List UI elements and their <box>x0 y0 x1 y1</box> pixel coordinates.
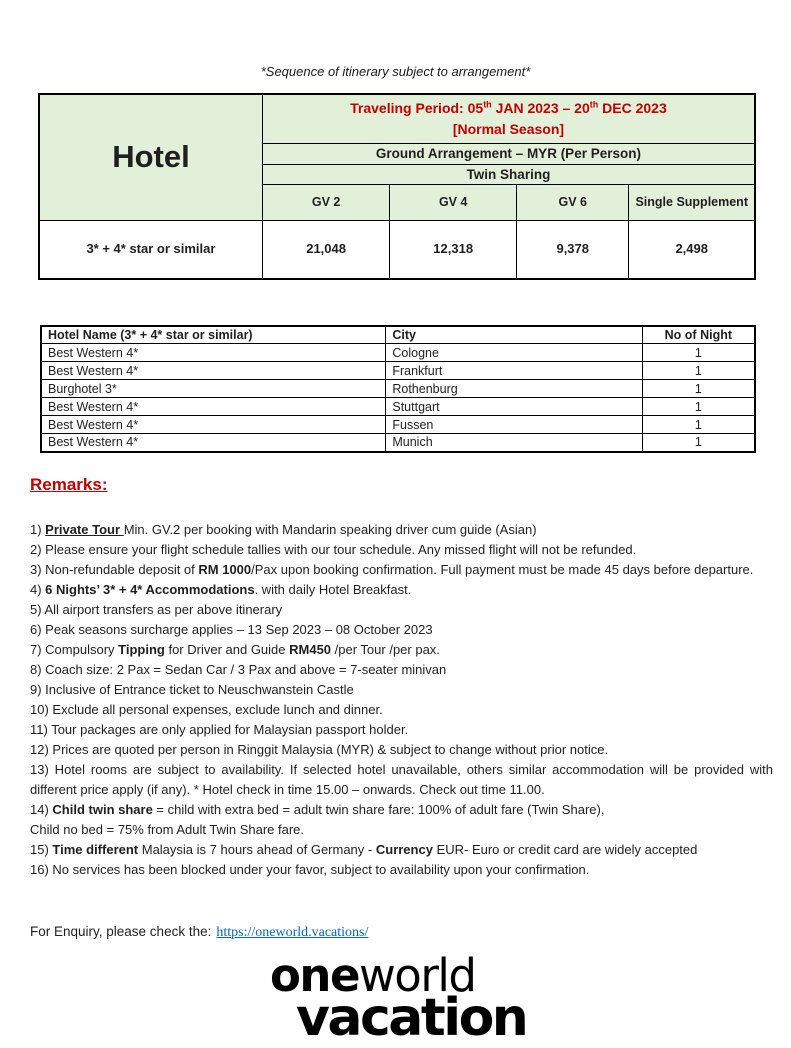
city-cell: Frankfurt <box>386 362 642 380</box>
nights-cell: 1 <box>642 416 755 434</box>
remark-text-segment: Child no bed = 75% from Adult Twin Share fare. <box>30 821 305 837</box>
table-row <box>41 434 755 452</box>
nights-cell: 1 <box>642 434 755 452</box>
remark-text-segment: 6 Nights’ 3* + 4* Accommodations <box>45 581 255 597</box>
price-row <box>39 221 755 279</box>
enquiry-link[interactable]: https://oneworld.vacations/ <box>216 924 369 940</box>
remark-text-segment: 9) Inclusive of Entrance ticket to Neuschwanstein Castle <box>30 681 354 697</box>
column-header-single-supplement: Single Supplement <box>629 185 755 221</box>
season-label: [Normal Season] <box>452 120 565 137</box>
nights-cell: 1 <box>642 362 755 380</box>
remark-text-segment: 12) Prices are quoted per person in Ringgit Malaysia (MYR) & subject to change without prior notice. <box>30 741 609 757</box>
enquiry-label: For Enquiry, please check the: <box>30 923 212 939</box>
remark-text-segment: = child with extra bed = adult twin share fare: 100% of adult fare (Twin Share), <box>152 801 605 817</box>
traveling-period-text: Traveling Period: 05th JAN 2023 – 20th DEC 2023 <box>350 99 667 117</box>
price-value-single-supplement: 2,498 <box>629 221 755 279</box>
column-header-gv4: GV 4 <box>390 185 517 221</box>
hotel-name-cell: Best Western 4* <box>41 362 386 380</box>
itinerary-note: *Sequence of itinerary subject to arrangement* <box>260 64 531 79</box>
remark-text-segment: 13) Hotel rooms are subject to availability. If selected hotel unavailable, others similar accommodation will be provided with different price apply (if any). * Hotel check in time 15.00 – onwards. Check out time 11.00. <box>30 761 773 797</box>
remark-item <box>30 800 773 840</box>
price-value-gv2: 21,048 <box>262 221 389 279</box>
city-cell: Cologne <box>386 344 642 362</box>
remark-item <box>30 560 773 580</box>
city-cell: Munich <box>386 434 642 452</box>
remark-item <box>30 860 773 880</box>
hotel-table-header-row <box>41 326 755 344</box>
table-row <box>41 416 755 434</box>
enquiry-line <box>30 924 791 941</box>
ground-arrangement-header: Ground Arrangement – MYR (Per Person) <box>262 143 755 164</box>
remark-item <box>30 520 773 540</box>
remark-text-segment: Private Tour <box>45 521 124 537</box>
remarks-heading: Remarks: <box>30 474 108 494</box>
price-value-gv6: 9,378 <box>517 221 629 279</box>
remark-item <box>30 740 773 760</box>
hotel-name-cell: Best Western 4* <box>41 434 386 452</box>
city-cell: Fussen <box>386 416 642 434</box>
remark-text-segment: Child twin share <box>52 801 153 817</box>
remark-item <box>30 620 773 640</box>
traveling-period-cell <box>262 94 755 143</box>
remark-text-segment: 2) Please ensure your flight schedule tallies with our tour schedule. Any missed flight will not be refunded. <box>30 541 637 557</box>
remark-text-segment: 16) No services has been blocked under your favor, subject to availability upon your confirmation. <box>30 861 590 877</box>
remark-text-segment: 4) <box>30 581 46 597</box>
hotel-name-cell: Best Western 4* <box>41 398 386 416</box>
nights-cell: 1 <box>642 380 755 398</box>
remark-text-segment: /Pax upon booking confirmation. Full payment must be made 45 days before departure. <box>251 561 754 577</box>
hotel-list-table <box>40 325 756 453</box>
hotel-header-cell: Hotel <box>39 94 262 221</box>
remark-text-segment: RM450 <box>289 641 332 657</box>
city-cell: Rothenburg <box>386 380 642 398</box>
table-row <box>41 380 755 398</box>
remark-text-segment: 7) Compulsory <box>30 641 119 657</box>
remark-text-segment: Min. GV.2 per booking with Mandarin speaking driver cum guide (Asian) <box>123 521 537 537</box>
remark-item <box>30 840 773 860</box>
remark-text-segment: . with daily Hotel Breakfast. <box>254 581 412 597</box>
remark-item <box>30 540 773 560</box>
table-row <box>41 362 755 380</box>
price-table <box>38 93 756 280</box>
remark-text-segment: 1) <box>30 521 46 537</box>
remark-item <box>30 580 773 600</box>
table-row <box>41 398 755 416</box>
remark-text-segment: 11) Tour packages are only applied for Malaysian passport holder. <box>30 721 409 737</box>
remark-item <box>30 660 773 680</box>
remark-text-segment: 8) Coach size: 2 Pax = Sedan Car / 3 Pax and above = 7-seater minivan <box>30 661 447 677</box>
remark-item <box>30 680 773 700</box>
remark-item <box>30 760 773 800</box>
remark-text-segment: 10) Exclude all personal expenses, exclude lunch and dinner. <box>30 701 383 717</box>
oneworld-vacation-logo <box>0 948 791 1048</box>
hotel-name-column-header: Hotel Name (3* + 4* star or similar) <box>41 326 386 344</box>
nights-column-header: No of Night <box>642 326 755 344</box>
price-row-label: 3* + 4* star or similar <box>39 221 262 279</box>
remark-text-segment: /per Tour /per pax. <box>331 641 440 657</box>
city-cell: Stuttgart <box>386 398 642 416</box>
logo-world-text: world <box>358 948 476 1002</box>
city-column-header: City <box>386 326 642 344</box>
remark-text-segment: Tipping <box>118 641 165 657</box>
remark-item <box>30 640 773 660</box>
hotel-name-cell: Best Western 4* <box>41 416 386 434</box>
column-header-gv2: GV 2 <box>262 185 389 221</box>
logo-one-text: one <box>270 948 359 1002</box>
nights-cell: 1 <box>642 344 755 362</box>
remarks-list <box>30 520 773 880</box>
logo-vacation-text: vacation <box>296 987 527 1048</box>
remark-text-segment: RM 1000 <box>198 561 252 577</box>
remark-text-segment: Time different <box>52 841 139 857</box>
twin-sharing-header: Twin Sharing <box>262 164 755 185</box>
price-value-gv4: 12,318 <box>390 221 517 279</box>
remark-text-segment: 14) <box>30 801 53 817</box>
remark-text-segment: EUR- Euro or credit card are widely accepted <box>432 841 698 857</box>
remark-text-segment: 15) <box>30 841 53 857</box>
hotel-name-cell: Best Western 4* <box>41 344 386 362</box>
hotel-name-cell: Burghotel 3* <box>41 380 386 398</box>
remark-text-segment: 5) All airport transfers as per above itinerary <box>30 601 283 617</box>
remark-item <box>30 600 773 620</box>
table-row <box>41 344 755 362</box>
remark-item <box>30 720 773 740</box>
remark-text-segment: 3) Non-refundable deposit of <box>30 561 199 577</box>
remark-text-segment: 6) Peak seasons surcharge applies – 13 Sep 2023 – 08 October 2023 <box>30 621 433 637</box>
remark-text-segment: for Driver and Guide <box>164 641 290 657</box>
column-header-gv6: GV 6 <box>517 185 629 221</box>
remark-text-segment: Malaysia is 7 hours ahead of Germany - <box>138 841 376 857</box>
nights-cell: 1 <box>642 398 755 416</box>
remark-text-segment: Currency <box>375 841 433 857</box>
remark-item <box>30 700 773 720</box>
